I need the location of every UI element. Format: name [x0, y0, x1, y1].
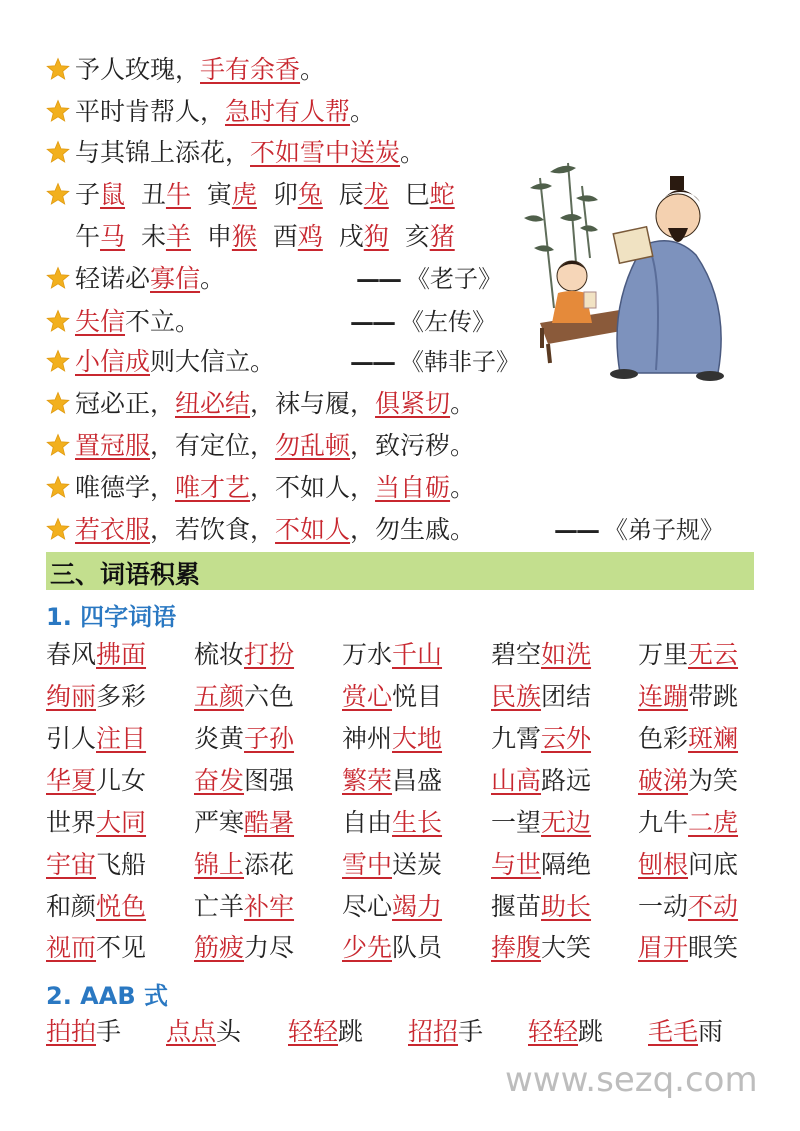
word-item	[46, 932, 146, 964]
answer-text: 毛毛	[648, 1017, 699, 1046]
word-item	[638, 891, 738, 923]
answer-text: 宇宙	[46, 850, 97, 879]
star-icon	[46, 433, 70, 457]
word-text: 头	[216, 1017, 242, 1046]
word-item	[491, 807, 591, 839]
star-icon	[46, 309, 70, 333]
word-text: 大笑	[541, 933, 592, 962]
answer-text: 狗	[363, 222, 389, 251]
answer-text: 与世	[491, 850, 542, 879]
word-text: 悦目	[392, 682, 443, 711]
answer-text: 民族	[491, 682, 542, 711]
word-item	[194, 723, 294, 755]
answer-text: 捧腹	[491, 933, 542, 962]
word-text: 添花	[244, 850, 295, 879]
quote-line: 轻诺必寡信。	[46, 263, 225, 295]
teacher-student-illustration	[520, 158, 752, 386]
proverb-text: 平时肯帮人，	[75, 97, 226, 126]
answer-text: 破涕	[638, 766, 689, 795]
answer-text: 无边	[541, 808, 592, 837]
word-text: 色彩	[638, 724, 689, 753]
word-text: 世界	[46, 808, 97, 837]
word-item	[491, 723, 591, 755]
word-item	[342, 723, 442, 755]
word-text: 九牛	[638, 808, 689, 837]
word-item	[46, 681, 146, 713]
answer-text: 视而	[46, 933, 97, 962]
word-item	[638, 849, 738, 881]
answer-text: 鸡	[297, 222, 323, 251]
word-text: 万里	[638, 640, 689, 669]
word-item	[638, 932, 738, 964]
answer-text: 马	[100, 222, 126, 251]
answer-text: 猪	[429, 222, 455, 251]
word-text: 为笑	[688, 766, 739, 795]
word-item	[342, 765, 442, 797]
answer-text: 纽必结	[175, 389, 251, 418]
answer-text: 置冠服	[75, 431, 151, 460]
zodiac-line: 子鼠 丑牛 寅虎 卯兔 辰龙 巳蛇	[46, 179, 455, 211]
section-header	[46, 552, 754, 590]
answer-text: 华夏	[46, 766, 97, 795]
word-item	[46, 723, 146, 755]
word-item	[342, 849, 442, 881]
aab-word	[408, 1016, 483, 1048]
star-icon	[46, 475, 70, 499]
answer-text: 刨根	[638, 850, 689, 879]
word-item	[491, 765, 591, 797]
answer-text: 少先	[342, 933, 393, 962]
word-text: 炎黄	[194, 724, 245, 753]
answer-text: 注目	[96, 724, 147, 753]
star-icon	[46, 266, 70, 290]
word-item	[491, 891, 591, 923]
word-text: 不见	[96, 933, 147, 962]
word-text: 飞船	[96, 850, 147, 879]
answer-text: 眉开	[638, 933, 689, 962]
aab-word	[528, 1016, 603, 1048]
word-item	[491, 681, 591, 713]
word-item	[491, 932, 591, 964]
word-text: 揠苗	[491, 892, 542, 921]
star-icon	[46, 57, 70, 81]
word-item	[342, 639, 442, 671]
word-text: 神州	[342, 724, 393, 753]
answer-text: 龙	[363, 180, 389, 209]
dizigui-line: 冠必正，纽必结，袜与履，俱紧切。	[46, 388, 475, 420]
answer-text: 牛	[165, 180, 191, 209]
word-text: 梳妆	[194, 640, 245, 669]
aab-word	[288, 1016, 363, 1048]
answer-text: 筋疲	[194, 933, 245, 962]
answer-text: 急时有人帮	[225, 97, 351, 126]
word-text: 碧空	[491, 640, 542, 669]
word-item	[638, 723, 738, 755]
answer-text: 补牢	[244, 892, 295, 921]
word-text: 引人	[46, 724, 97, 753]
answer-text: 点点	[166, 1017, 217, 1046]
word-text: 隔绝	[541, 850, 592, 879]
answer-text: 如洗	[541, 640, 592, 669]
word-text: 春风	[46, 640, 97, 669]
proverb-text: 予人玫瑰，	[75, 55, 201, 84]
answer-text: 奋发	[194, 766, 245, 795]
answer-text: 助长	[541, 892, 592, 921]
word-text: 儿女	[96, 766, 147, 795]
answer-text: 唯才艺	[175, 473, 251, 502]
word-item	[638, 807, 738, 839]
dizigui-line: 若衣服，若饮食，不如人，勿生戚。	[46, 514, 475, 546]
word-text: 一望	[491, 808, 542, 837]
answer-text: 酷暑	[244, 808, 295, 837]
word-item	[46, 765, 146, 797]
word-item	[46, 891, 146, 923]
answer-text: 羊	[165, 222, 191, 251]
word-item	[46, 639, 146, 671]
answer-text: 悦色	[96, 892, 147, 921]
word-text: 问底	[688, 850, 739, 879]
answer-text: 千山	[392, 640, 443, 669]
word-text: 手	[458, 1017, 484, 1046]
answer-text: 打扮	[244, 640, 295, 669]
word-item	[342, 681, 442, 713]
word-text: 队员	[392, 933, 443, 962]
dizigui-source: —— 《弟子规》	[554, 515, 724, 544]
proverb-text: 。	[400, 138, 426, 167]
answer-text: 鼠	[100, 180, 126, 209]
aab-word	[648, 1016, 723, 1048]
word-item	[491, 639, 591, 671]
word-item	[491, 849, 591, 881]
answer-text: 兔	[297, 180, 323, 209]
answer-text: 云外	[541, 724, 592, 753]
answer-text: 生长	[392, 808, 443, 837]
word-text: 送炭	[392, 850, 443, 879]
watermark: www.sezq.com	[505, 1060, 758, 1100]
quote-source: —— 《韩非子》	[350, 347, 520, 376]
answer-text: 俱紧切	[375, 389, 451, 418]
proverb-line	[46, 96, 375, 128]
word-text: 严寒	[194, 808, 245, 837]
word-text: 一动	[638, 892, 689, 921]
word-item	[194, 891, 294, 923]
word-item	[638, 765, 738, 797]
quote-line: 失信不立。	[46, 306, 200, 338]
answer-text: 不如雪中送炭	[250, 138, 401, 167]
star-icon	[46, 99, 70, 123]
proverb-line	[46, 137, 425, 169]
dizigui-line: 唯德学，唯才艺，不如人，当自砺。	[46, 472, 475, 504]
answer-text: 蛇	[429, 180, 455, 209]
answer-text: 子孙	[244, 724, 295, 753]
word-text: 力尽	[244, 933, 295, 962]
proverb-line	[46, 54, 325, 86]
zodiac-line: 午马 未羊 申猴 酉鸡 戌狗 亥猪	[75, 222, 455, 251]
answer-text: 勿乱顿	[275, 431, 351, 460]
word-text: 跳	[578, 1017, 604, 1046]
proverb-text: 。	[300, 55, 326, 84]
word-text: 雨	[698, 1017, 724, 1046]
word-text: 眼笑	[688, 933, 739, 962]
word-text: 手	[96, 1017, 122, 1046]
answer-text: 猴	[231, 222, 257, 251]
answer-text: 招招	[408, 1017, 459, 1046]
word-item	[194, 681, 294, 713]
aab-word	[166, 1016, 241, 1048]
quote-line: 小信成则大信立。	[46, 346, 275, 378]
word-text: 跳	[338, 1017, 364, 1046]
word-text: 带跳	[688, 682, 739, 711]
word-text: 亡羊	[194, 892, 245, 921]
answer-text: 手有余香	[200, 55, 301, 84]
word-item	[194, 765, 294, 797]
answer-text: 无云	[688, 640, 739, 669]
word-item	[342, 891, 442, 923]
answer-text: 繁荣	[342, 766, 393, 795]
proverb-text: 与其锦上添花，	[75, 138, 251, 167]
dizigui-line: 置冠服，有定位，勿乱顿，致污秽。	[46, 430, 475, 462]
answer-text: 大地	[392, 724, 443, 753]
answer-text: 绚丽	[46, 682, 97, 711]
answer-text: 竭力	[392, 892, 443, 921]
word-item	[46, 807, 146, 839]
answer-text: 斑斓	[688, 724, 739, 753]
aab-word	[46, 1016, 121, 1048]
answer-text: 五颜	[194, 682, 245, 711]
word-item	[342, 807, 442, 839]
answer-text: 虎	[231, 180, 257, 209]
star-icon	[46, 517, 70, 541]
star-icon	[46, 391, 70, 415]
answer-text: 二虎	[688, 808, 739, 837]
star-icon	[46, 349, 70, 373]
answer-text: 轻轻	[288, 1017, 339, 1046]
answer-text: 锦上	[194, 850, 245, 879]
word-text: 路远	[541, 766, 592, 795]
word-text: 九霄	[491, 724, 542, 753]
answer-text: 拍拍	[46, 1017, 97, 1046]
answer-text: 大同	[96, 808, 147, 837]
word-text: 图强	[244, 766, 295, 795]
answer-text: 失信	[75, 307, 126, 336]
word-text: 多彩	[96, 682, 147, 711]
star-icon	[46, 140, 70, 164]
proverb-text: 。	[350, 97, 376, 126]
word-item	[194, 807, 294, 839]
word-text: 团结	[541, 682, 592, 711]
answer-text: 雪中	[342, 850, 393, 879]
word-item	[194, 639, 294, 671]
answer-text: 连蹦	[638, 682, 689, 711]
answer-text: 赏心	[342, 682, 393, 711]
word-text: 六色	[244, 682, 295, 711]
answer-text: 山高	[491, 766, 542, 795]
answer-text: 若衣服	[75, 515, 151, 544]
subsection-title: 1. 四字词语	[46, 603, 177, 631]
word-item	[638, 639, 738, 671]
word-item	[194, 932, 294, 964]
word-text: 自由	[342, 808, 393, 837]
quote-source: —— 《左传》	[350, 307, 496, 336]
answer-text: 当自砺	[375, 473, 451, 502]
answer-text: 轻轻	[528, 1017, 579, 1046]
star-icon	[46, 182, 70, 206]
quote-source: —— 《老子》	[356, 264, 502, 293]
word-text: 尽心	[342, 892, 393, 921]
word-text: 昌盛	[392, 766, 443, 795]
answer-text: 拂面	[96, 640, 147, 669]
word-item	[194, 849, 294, 881]
word-item	[46, 849, 146, 881]
section-title: 三、词语积累	[50, 560, 201, 589]
answer-text: 不如人	[275, 515, 351, 544]
answer-text: 小信成	[75, 347, 151, 376]
subsection-title: 2. AAB 式	[46, 982, 168, 1010]
word-item	[342, 932, 442, 964]
word-text: 和颜	[46, 892, 97, 921]
answer-text: 寡信	[150, 264, 201, 293]
word-text: 万水	[342, 640, 393, 669]
answer-text: 不动	[688, 892, 739, 921]
word-item	[638, 681, 738, 713]
